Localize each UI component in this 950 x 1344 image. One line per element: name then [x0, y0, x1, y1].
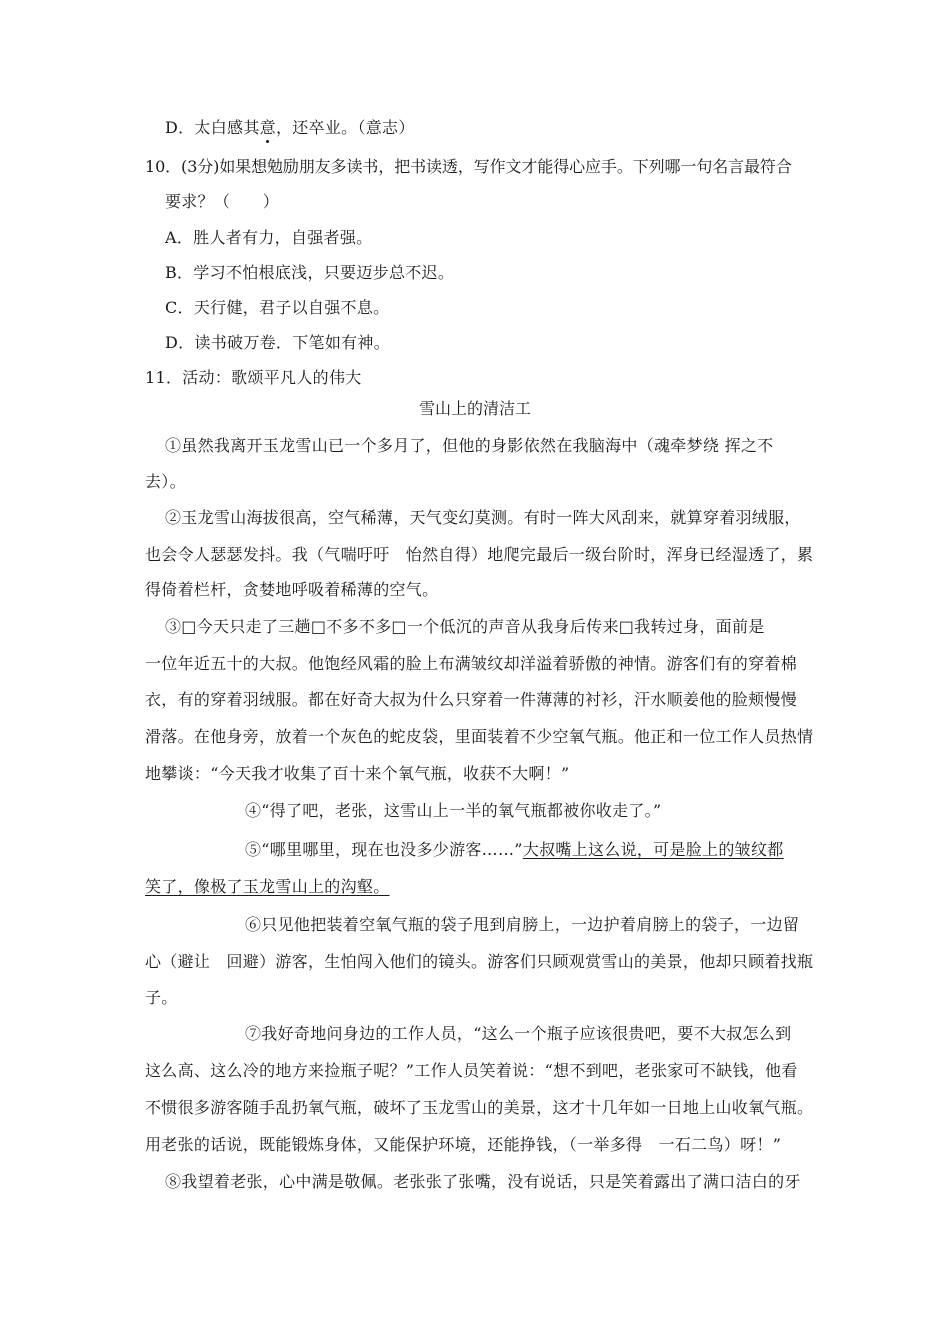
passage-line: 这么高、这么冷的地方来捡瓶子呢？”工作人员笑着说：“想不到吧，老张家可不缺钱，他看 [145, 1061, 798, 1080]
passage-line: ⑦我好奇地问身边的工作人员，“这么一个瓶子应该很贵吧，要不大叔怎么到 [245, 1024, 792, 1043]
passage-line: ④“得了吧，老张，这雪山上一半的氧气瓶都被你收走了。” [245, 801, 662, 820]
underlined-sentence: 大叔嘴上这么说，可是脸上的皱纹都 [522, 840, 784, 859]
dialogue-text: ⑤“哪里哪里，现在也没多少游客……” [245, 840, 523, 859]
passage-line: ①虽然我离开玉龙雪山已一个多月了，但他的身影依然在我脑海中（魂牵梦绕 挥之不 [165, 436, 774, 455]
passage-line: 一位年近五十的大叔。他饱经风霜的脸上布满皱纹却洋溢着骄傲的神情。游客们有的穿着棉 [145, 654, 798, 673]
passage-line: 得倚着栏杆，贪婪地呼吸着稀薄的空气。 [145, 580, 439, 599]
q10-stem-line2: 要求？（ ） [165, 192, 280, 211]
passage-line: 不惯很多游客随手乱扔氧气瓶，破坏了玉龙雪山的美景，这才十几年如一日地上山收氧气瓶。 [145, 1098, 814, 1117]
passage-line: ②玉龙雪山海拔很高，空气稀薄，天气变幻莫测。有时一阵大风刮来，就算穿着羽绒服， [165, 508, 801, 527]
passage-line: 地攀谈：“今天我才收集了百十来个氧气瓶，收获不大啊！” [145, 764, 570, 783]
passage-line: 去）。 [145, 472, 186, 491]
passage-line: ③□今天只走了三趟□不多不多□一个低沉的声音从我身后传来□我转过身，面前是 [165, 617, 765, 636]
passage-line: 用老张的话说，既能锻炼身体，又能保护环境，还能挣钱，（一举多得 一石二鸟）呀！” [145, 1135, 782, 1154]
passage-title: 雪山上的清洁工 [418, 399, 531, 418]
passage-line: 衣，有的穿着羽绒服。都在好奇大叔为什么只穿着一件薄薄的衬衫，汗水顺姜他的脸颊慢慢 [145, 690, 798, 709]
passage-line: ⑧我望着老张，心中满是敬佩。老张张了张嘴，没有说话，只是笑着露出了满口洁白的牙 [165, 1172, 801, 1191]
emphasized-char: 意 [259, 118, 276, 137]
q9-option-d-prefix: D．太白感其 [165, 118, 260, 137]
passage-line: 也会令人瑟瑟发抖。我（气喘吁吁 怡然自得）地爬完最后一级台阶时，浑身已经湿透了，累 [145, 545, 814, 564]
passage-line [245, 840, 784, 860]
q10-option-b: B．学习不怕根底浅，只要迈步总不迟。 [165, 263, 455, 282]
passage-line: ⑥只见他把装着空氧气瓶的袋子甩到肩膀上，一边护着肩膀上的袋子，一边留 [245, 915, 800, 934]
passage-line: 心（避让 回避）游客，生怕闯入他们的镜头。游客们只顾观赏雪山的美景，他却只顾着找瓶 [145, 952, 814, 971]
q10-option-c: C．天行健，君子以自强不息。 [165, 298, 390, 317]
passage-line: 滑落。在他身旁，放着一个灰色的蛇皮袋，里面装着不少空氧气瓶。他正和一位工作人员热情 [145, 727, 814, 746]
q10-option-a: A．胜人者有力，自强者强。 [165, 228, 373, 247]
q11-stem: 11．活动：歌颂平凡人的伟大 [145, 368, 362, 387]
q9-option-d-suffix: ，还卒业。（意志） [275, 118, 415, 137]
q9-option-d [165, 118, 415, 138]
q10-stem-line1: 10．(3分)如果想勉励朋友多读书，把书读透，写作文才能得心应手。下列哪一句名言最符合 [145, 157, 792, 176]
q10-option-d: D．读书破万卷．下笔如有神。 [165, 333, 391, 352]
passage-line: 笑了，像极了玉龙雪山上的沟壑。 [145, 877, 390, 896]
passage-line: 子。 [145, 988, 178, 1007]
